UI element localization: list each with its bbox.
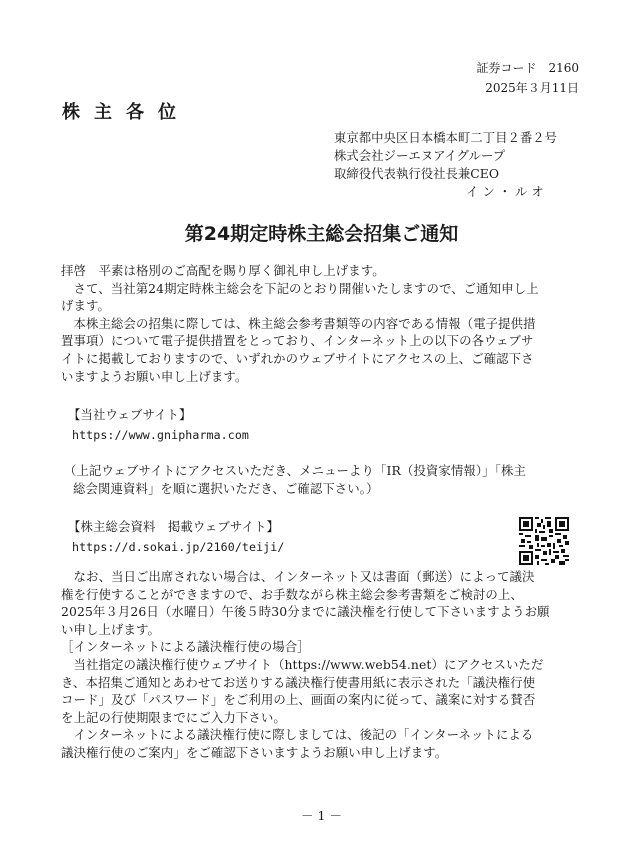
internet-voting-heading: ［インターネットによる議決権行使の場合］ [61,639,310,655]
text-line: い申し上げます。 [61,621,160,637]
text-line: さて、当社第24期定時株主総会を下記のとおり開催いたしますので、ご通知申し上 [61,280,539,296]
text-line: き、本招集ご通知とあわせてお送りする議決権行使書用紙に表示された「議決権行使 [61,674,536,690]
qr-code-icon [519,517,569,565]
text-line: 置事項）について電子提供措置をとっており、インターネット上の以下の各ウェブサ [61,333,534,349]
site-navigation-note [64,462,586,497]
text-line: 拝啓 平素は格別のご高配を賜り厚く御礼申し上げます。 [61,263,385,278]
company-site-heading: 【当社ウェブサイト】 [68,407,192,422]
greeting-paragraph [61,262,583,385]
securities-code: 証券コード 2160 [476,61,579,75]
sender-address: 東京都中央区日本橋本町二丁目２番２号 [334,130,558,145]
addressee: 株主各位 [62,102,190,123]
meeting-materials-site-heading: 【株主総会資料 掲載ウェブサイト】 [68,519,279,534]
notice-title: 第24期定時株主総会招集ご通知 [184,223,459,245]
text-line: を上記の行使期限までにご入力下さい。 [61,709,286,725]
text-line: げます。 [61,298,110,314]
company-site-url[interactable]: https://www.gnipharma.com [72,428,250,442]
voting-paragraph [61,568,583,762]
text-line: なお、当日ご出席されない場合は、インターネット又は書面（郵送）によって議決 [61,569,535,584]
text-line: （上記ウェブサイトにアクセスいただき、メニューより「IR（投資家情報）」「株主 [64,463,526,478]
text-line: イトに掲載しておりますので、いずれかのウェブサイトにアクセスの上、ご確認下さ [61,350,534,366]
text-line: 2025年３月26日（水曜日）午後５時30分までに議決権を行使して下さいますようお願 [61,604,550,620]
sender-company: 株式会社ジーエヌアイグループ [334,148,506,163]
text-line: 議決権行使のご案内」をご確認下さいますようお願い申し上げます。 [61,744,448,760]
text-line: コード」及び「パスワード」をご利用の上、画面の案内に従って、議案に対する賛否 [61,692,536,708]
text-line: 当社指定の議決権行使ウェブサイト（https://www.web54.net）にアクセスいただ [61,656,544,672]
text-line: 権を行使することができますので、お手数ながら株主総会参考書類をご検討の上、 [61,586,523,602]
sender-position: 取締役代表執行役社長兼CEO [334,166,499,181]
page-number: － 1 － [301,808,342,823]
text-line: いますようお願い申し上げます。 [61,368,248,384]
meeting-materials-site-url[interactable]: https://d.sokai.jp/2160/teiji/ [72,540,285,554]
text-line: 総会関連資料」を順に選択いただき、ご確認下さい。） [73,480,379,496]
text-line: 本株主総会の招集に際しては、株主総会参考書類等の内容である情報（電子提供措 [61,315,536,331]
text-line: インターネットによる議決権行使に際しましては、後記の「インターネットによる [61,727,534,743]
notice-date: 2025年３月11日 [485,81,579,95]
sender-name: イ ン ・ ル オ [466,184,544,199]
